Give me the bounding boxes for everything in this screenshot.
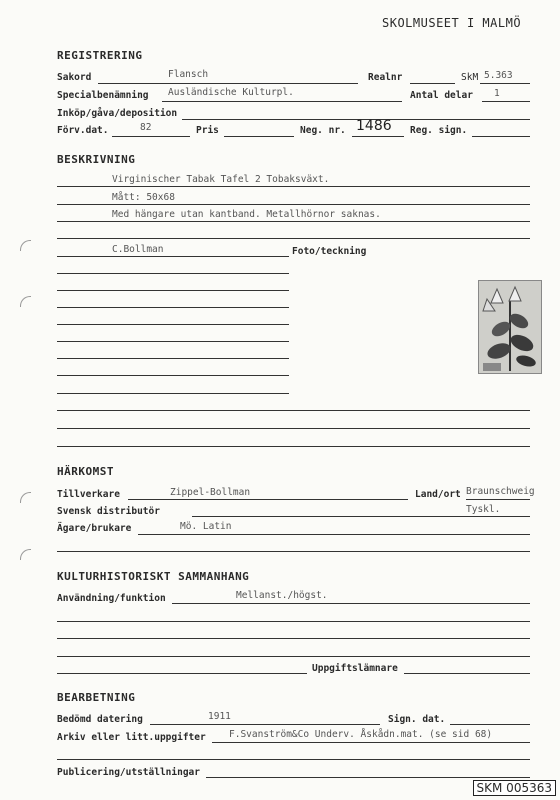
antal-line [482, 101, 530, 102]
anv-line [172, 603, 530, 604]
author-line [57, 256, 289, 257]
section-harkomst: HÄRKOMST [57, 465, 114, 478]
bedomd-line [150, 724, 380, 725]
rule [57, 393, 289, 394]
rule [57, 238, 530, 239]
land-value-2[interactable]: Tyskl. [466, 504, 501, 515]
land-line [466, 499, 530, 500]
punch-hole [20, 240, 31, 251]
neg-value[interactable]: 1486 [356, 118, 392, 134]
realnr-label: Realnr [368, 72, 403, 83]
rule [57, 551, 530, 552]
section-beskrivning: BESKRIVNING [57, 153, 136, 166]
punch-hole [20, 296, 31, 307]
sign-label: Sign. dat. [388, 714, 446, 725]
rule [57, 375, 289, 376]
tillverkare-value[interactable]: Zippel-Bollman [170, 487, 251, 498]
rule [57, 428, 530, 429]
bedomd-value[interactable]: 1911 [208, 711, 231, 722]
rule [57, 204, 530, 205]
sign-line [450, 724, 530, 725]
anv-value[interactable]: Mellanst./högst. [236, 590, 328, 601]
inkop-label: Inköp/gåva/deposition [57, 108, 178, 119]
uppgift-line [404, 673, 530, 674]
rule [57, 221, 530, 222]
sakord-value[interactable]: Flansch [168, 69, 209, 80]
uppgift-left-line [57, 673, 307, 674]
land-label: Land/ort [415, 489, 461, 500]
agare-value[interactable]: Mö. Latin [180, 521, 232, 532]
antal-label: Antal delar [410, 90, 473, 101]
special-label: Specialbenämning [57, 90, 149, 101]
skm-value[interactable]: 5.363 [484, 70, 513, 81]
rule [57, 410, 530, 411]
bedomd-label: Bedömd datering [57, 714, 143, 725]
reg-label: Reg. sign. [410, 125, 468, 136]
rule [57, 273, 289, 274]
arkiv-label: Arkiv eller litt.uppgifter [57, 732, 206, 743]
forv-label: Förv.dat. [57, 125, 109, 136]
section-bearbetning: BEARBETNING [57, 691, 136, 704]
sakord-label: Sakord [57, 72, 92, 83]
arkiv-value[interactable]: F.Svanström&Co Underv. Åskådn.mat. (se sid 68) [229, 729, 493, 740]
rule [57, 324, 289, 325]
rule [57, 358, 289, 359]
rule [57, 341, 289, 342]
arkiv-line [212, 742, 530, 743]
forv-value[interactable]: 82 [140, 122, 152, 133]
punch-hole [20, 492, 31, 503]
sakord-line [98, 83, 358, 84]
realnr-line [410, 83, 455, 84]
rule [57, 656, 530, 657]
rule [57, 307, 289, 308]
rule [57, 446, 530, 447]
anv-label: Användning/funktion [57, 593, 166, 604]
author-value[interactable]: C.Bollman [112, 244, 164, 255]
distributor-line [192, 516, 530, 517]
publ-label: Publicering/utställningar [57, 767, 200, 778]
pris-line [224, 136, 294, 137]
rule [57, 759, 530, 760]
skm-label: SkM [461, 72, 479, 83]
agare-line [138, 534, 530, 535]
special-line [162, 101, 402, 102]
rule [57, 638, 530, 639]
neg-label: Neg. nr. [300, 125, 346, 136]
catalog-stamp: SKM 005363 [473, 780, 556, 796]
tillverkare-line [128, 499, 408, 500]
plant-photo[interactable] [478, 280, 542, 374]
museum-title: SKOLMUSEET I MALMÖ [382, 16, 522, 30]
uppgift-label: Uppgiftslämnare [312, 663, 398, 674]
foto-label: Foto/teckning [292, 246, 367, 257]
reg-line [472, 136, 530, 137]
rule [57, 186, 530, 187]
pris-label: Pris [196, 125, 219, 136]
antal-value[interactable]: 1 [494, 88, 500, 99]
agare-label: Ägare/brukare [57, 523, 132, 534]
beskrivning-line-3[interactable]: Med hängare utan kantband. Metallhörnor saknas. [112, 209, 381, 220]
beskrivning-line-2[interactable]: Mått: 50x68 [112, 192, 175, 203]
neg-line [352, 136, 404, 137]
section-registrering: REGISTRERING [57, 49, 143, 62]
rule [57, 290, 289, 291]
punch-hole [20, 549, 31, 560]
forv-line [112, 136, 190, 137]
distributor-label: Svensk distributör [57, 506, 160, 517]
section-kultur: KULTURHISTORISKT SAMMANHANG [57, 570, 250, 583]
beskrivning-line-1[interactable]: Virginischer Tabak Tafel 2 Tobaksväxt. [112, 174, 330, 185]
publ-line [206, 777, 530, 778]
skm-line [480, 83, 530, 84]
rule [57, 621, 530, 622]
land-value[interactable]: Braunschweig [466, 486, 535, 497]
tillverkare-label: Tillverkare [57, 489, 120, 500]
special-value[interactable]: Ausländische Kulturpl. [168, 87, 294, 98]
